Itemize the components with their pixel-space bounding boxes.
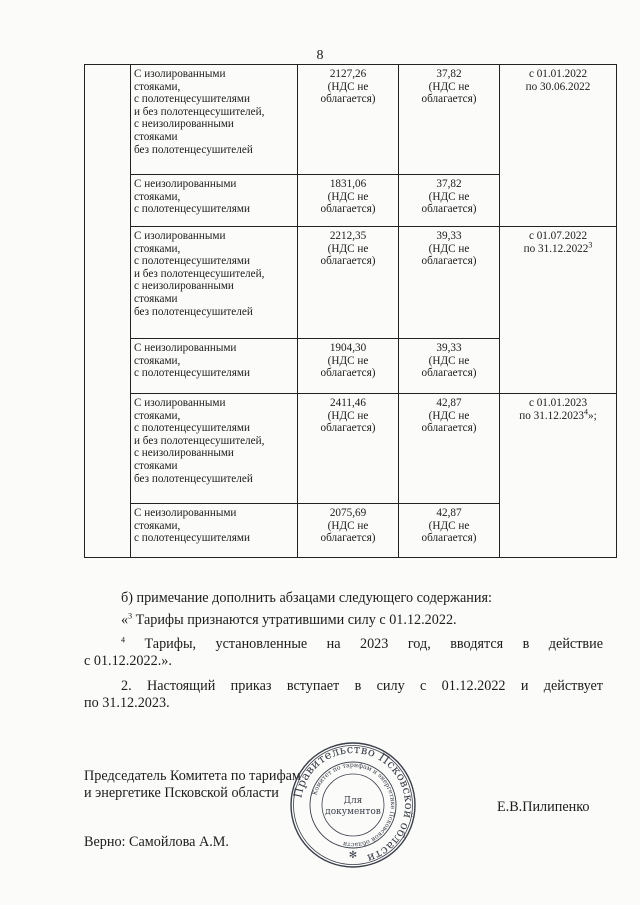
- tariff-value-cell: 2075,69 (НДС не облагается): [298, 504, 399, 558]
- page-number: 8: [316, 48, 324, 63]
- official-stamp: [288, 740, 418, 870]
- consumer-category-cell: С неизолированными стояками, с полотенцесушителями: [131, 339, 298, 394]
- footnote-ref: 3: [588, 239, 593, 249]
- consumer-category-cell: С изолированными стояками, с полотенцесушителями и без полотенцесушителей, с неизолированными стояками без полотенцесушителей: [131, 394, 298, 504]
- tariff-value-cell: 37,82 (НДС не облагается): [399, 175, 500, 227]
- period-cell: с 01.07.2022 по 31.12.2022$^3$: [500, 227, 617, 394]
- footnote-ref: 4: [584, 406, 589, 416]
- verified-by: Верно: Самойлова А.М.: [84, 834, 229, 850]
- tariff-value-cell: 2411,46 (НДС не облагается): [298, 394, 399, 504]
- tariff-value-cell: 42,87 (НДС не облагается): [399, 504, 500, 558]
- svg-text:Для: Для: [343, 796, 363, 806]
- table-row: [85, 227, 617, 339]
- svg-text:✻: ✻: [348, 850, 358, 861]
- table-row: [85, 394, 617, 504]
- paragraph-footnote-3: «$^3$ Тарифы признаются утратившими силу с 01.12.2022.: [121, 611, 457, 628]
- tariff-value-cell: 1831,06 (НДС не облагается): [298, 175, 399, 227]
- svg-text:Комитет по тарифам и энергетик: Комитет по тарифам и энергетике Псковской области: [311, 761, 397, 849]
- paragraph-note-b: б) примечание дополнить абзацами следующего содержания:: [121, 590, 492, 606]
- consumer-category-cell: С неизолированными стояками, с полотенцесушителями: [131, 175, 298, 227]
- svg-text:документов: документов: [325, 807, 381, 817]
- tariff-table: [84, 64, 617, 558]
- tariff-value-cell: 37,82 (НДС не облагается): [399, 65, 500, 175]
- paragraph-2: 2. Настоящий приказ вступает в силу с 01.12.2022 и действует по 31.12.2023.: [84, 678, 603, 711]
- tariff-value-cell: 1904,30 (НДС не облагается): [298, 339, 399, 394]
- consumer-category-cell: С изолированными стояками, с полотенцесушителями и без полотенцесушителей, с неизолированными стояками без полотенцесушителей: [131, 65, 298, 175]
- tariff-value-cell: 2212,35 (НДС не облагается): [298, 227, 399, 339]
- tariff-value-cell: 39,33 (НДС не облагается): [399, 339, 500, 394]
- paragraph-footnote-4: $^4$ Тарифы, установленные на 2023 год, вводятся в действие с 01.12.2022.».: [84, 635, 603, 669]
- table-row: [85, 65, 617, 175]
- period-cell: с 01.01.2023 по 31.12.2023$^4$»;: [500, 394, 617, 558]
- tariff-value-cell: 2127,26 (НДС не облагается): [298, 65, 399, 175]
- consumer-category-cell: С изолированными стояками, с полотенцесушителями и без полотенцесушителей, с неизолированными стояками без полотенцесушителей: [131, 227, 298, 339]
- table-cell-empty: [85, 65, 131, 558]
- consumer-category-cell: С неизолированными стояками, с полотенцесушителями: [131, 504, 298, 558]
- tariff-value-cell: 39,33 (НДС не облагается): [399, 227, 500, 339]
- svg-text:Правительство Псковской област: Правительство Псковской области: [290, 741, 417, 866]
- tariff-value-cell: 42,87 (НДС не облагается): [399, 394, 500, 504]
- period-cell: с 01.01.2022 по 30.06.2022: [500, 65, 617, 227]
- signatory-title: Председатель Комитета по тарифам и энергетике Псковской области: [84, 768, 301, 801]
- signatory-name: Е.В.Пилипенко: [497, 799, 590, 815]
